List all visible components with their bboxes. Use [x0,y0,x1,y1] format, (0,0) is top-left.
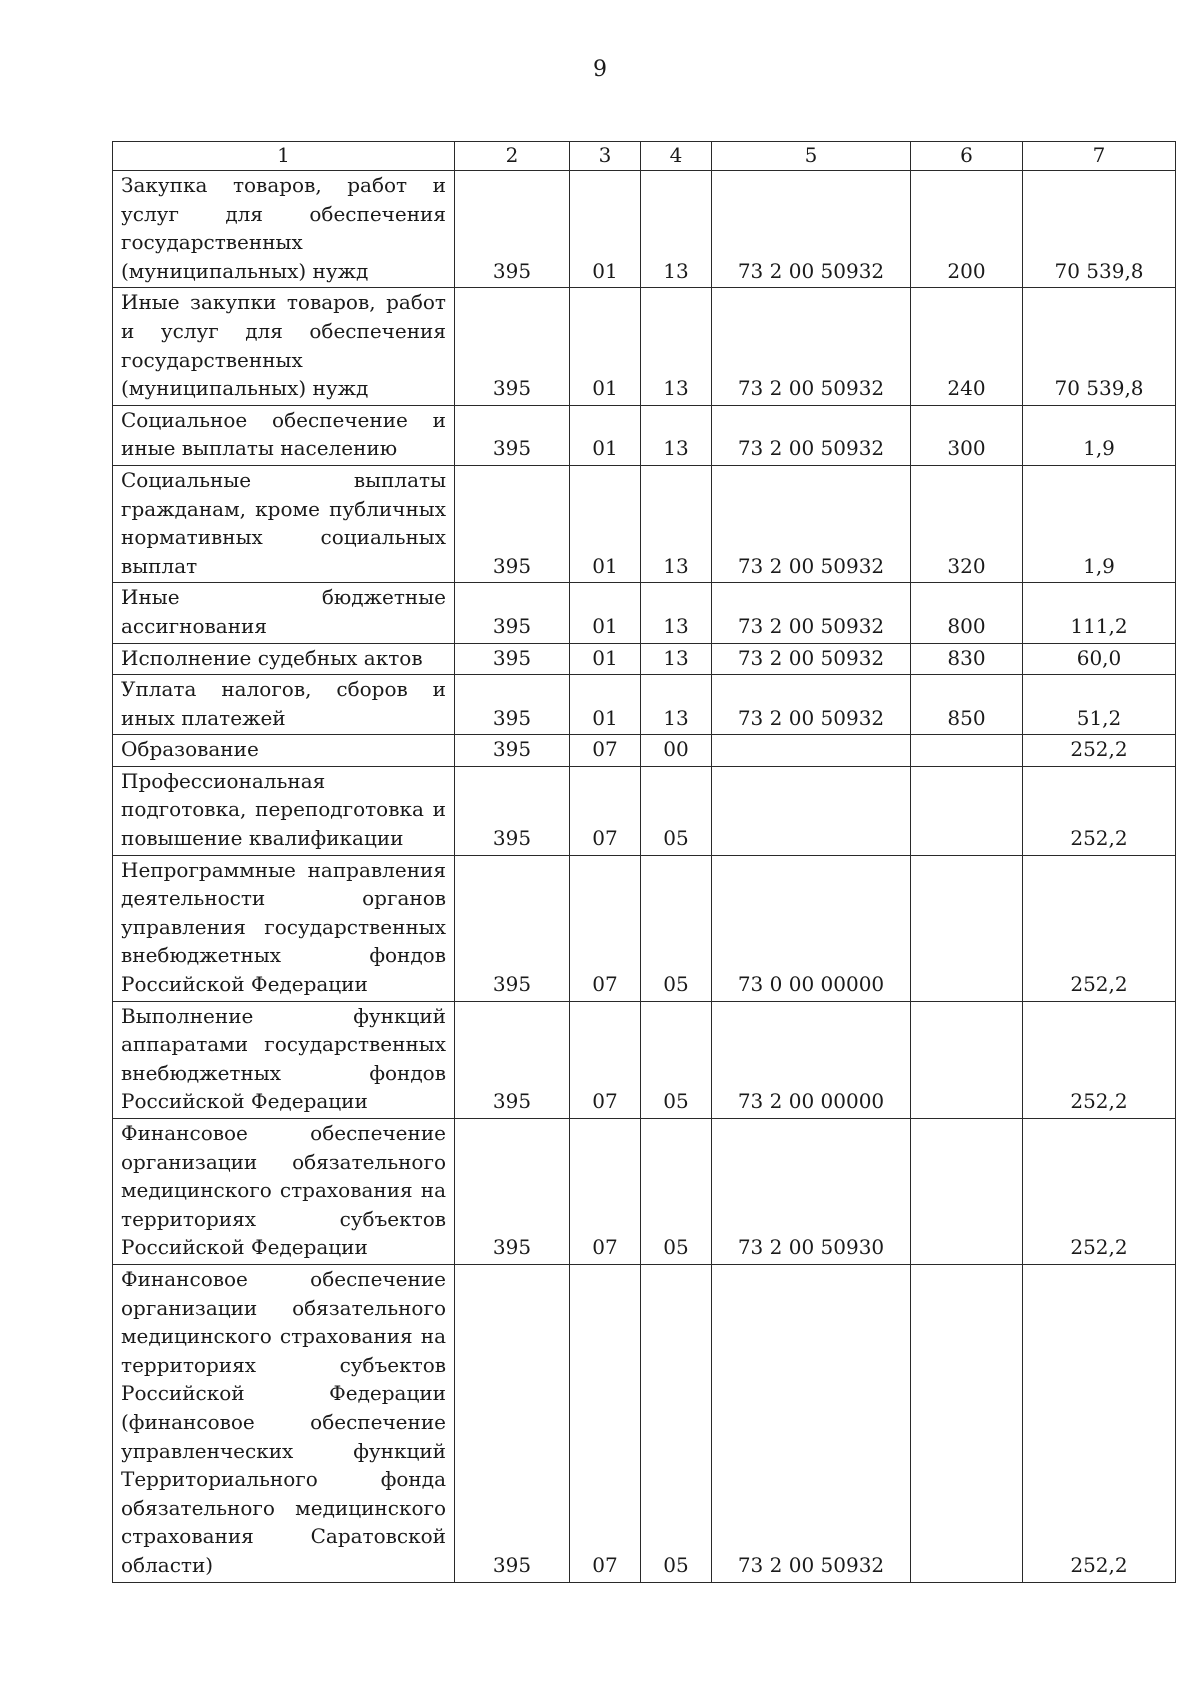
subsection-cell: 05 [641,1264,712,1582]
section-cell: 01 [570,288,641,405]
subsection-cell: 05 [641,766,712,855]
expense-type-cell: 800 [911,583,1023,643]
table-row [113,766,1176,855]
section-cell: 07 [570,766,641,855]
row-name-cell: Уплата налогов, сборов и иных платежей [113,675,455,735]
table-row [113,405,1176,465]
target-article-cell [712,766,911,855]
section-cell: 07 [570,1119,641,1265]
admin-code-cell: 395 [455,583,570,643]
target-article-cell: 73 2 00 50932 [712,288,911,405]
table-row [113,735,1176,767]
target-article-cell: 73 2 00 00000 [712,1001,911,1118]
row-name-cell: Непрограммные направления деятельности органов управления государственных внебюджетных фондов Российской Федерации [113,855,455,1001]
section-cell: 07 [570,735,641,767]
subsection-cell: 05 [641,1001,712,1118]
subsection-cell: 13 [641,465,712,582]
header-cell: 1 [113,142,455,171]
section-cell: 01 [570,405,641,465]
expense-type-cell: 200 [911,171,1023,288]
row-name-cell: Выполнение функций аппаратами государственных внебюджетных фондов Российской Федерации [113,1001,455,1118]
admin-code-cell: 395 [455,855,570,1001]
row-name-cell: Финансовое обеспечение организации обязательного медицинского страхования на территориях субъектов Российской Федерации [113,1119,455,1265]
header-row [113,142,1176,171]
subsection-cell: 13 [641,171,712,288]
amount-cell: 252,2 [1023,1264,1176,1582]
header-cell: 6 [911,142,1023,171]
admin-code-cell: 395 [455,1264,570,1582]
expense-type-cell [911,766,1023,855]
expense-type-cell [911,855,1023,1001]
subsection-cell: 05 [641,855,712,1001]
row-name-cell: Профессиональная подготовка, переподготовка и повышение квалификации [113,766,455,855]
table-row [113,1119,1176,1265]
section-cell: 01 [570,465,641,582]
amount-cell: 60,0 [1023,643,1176,675]
subsection-cell: 13 [641,583,712,643]
admin-code-cell: 395 [455,1001,570,1118]
target-article-cell [712,735,911,767]
admin-code-cell: 395 [455,405,570,465]
amount-cell: 70 539,8 [1023,171,1176,288]
section-cell: 01 [570,675,641,735]
admin-code-cell: 395 [455,675,570,735]
admin-code-cell: 395 [455,465,570,582]
expense-type-cell: 240 [911,288,1023,405]
admin-code-cell: 395 [455,171,570,288]
amount-cell: 1,9 [1023,405,1176,465]
amount-cell: 70 539,8 [1023,288,1176,405]
table-row [113,583,1176,643]
target-article-cell: 73 2 00 50932 [712,405,911,465]
subsection-cell: 13 [641,643,712,675]
row-name-cell: Социальное обеспечение и иные выплаты населению [113,405,455,465]
subsection-cell: 13 [641,288,712,405]
expense-type-cell [911,1264,1023,1582]
admin-code-cell: 395 [455,735,570,767]
expense-type-cell [911,1001,1023,1118]
table-row [113,855,1176,1001]
header-cell: 2 [455,142,570,171]
row-name-cell: Иные закупки товаров, работ и услуг для обеспечения государственных (муниципальных) нужд [113,288,455,405]
amount-cell: 252,2 [1023,766,1176,855]
section-cell: 01 [570,583,641,643]
amount-cell: 252,2 [1023,855,1176,1001]
table-row [113,1001,1176,1118]
target-article-cell: 73 2 00 50932 [712,583,911,643]
admin-code-cell: 395 [455,1119,570,1265]
expense-type-cell [911,735,1023,767]
target-article-cell: 73 2 00 50932 [712,1264,911,1582]
expense-type-cell: 320 [911,465,1023,582]
amount-cell: 111,2 [1023,583,1176,643]
table-row [113,1264,1176,1582]
subsection-cell: 05 [641,1119,712,1265]
amount-cell: 51,2 [1023,675,1176,735]
amount-cell: 252,2 [1023,1119,1176,1265]
section-cell: 07 [570,1264,641,1582]
section-cell: 07 [570,1001,641,1118]
subsection-cell: 13 [641,675,712,735]
expense-type-cell: 850 [911,675,1023,735]
expense-type-cell: 300 [911,405,1023,465]
admin-code-cell: 395 [455,766,570,855]
row-name-cell: Финансовое обеспечение организации обязательного медицинского страхования на территориях субъектов Российской Федерации (финансовое обеспечение управленческих функций Территориального фонда обязательного медицинского страхования Саратовской области) [113,1264,455,1582]
subsection-cell: 13 [641,405,712,465]
header-cell: 5 [712,142,911,171]
admin-code-cell: 395 [455,643,570,675]
row-name-cell: Образование [113,735,455,767]
section-cell: 01 [570,643,641,675]
target-article-cell: 73 2 00 50930 [712,1119,911,1265]
section-cell: 01 [570,171,641,288]
expense-type-cell [911,1119,1023,1265]
expense-type-cell: 830 [911,643,1023,675]
table-row [113,643,1176,675]
section-cell: 07 [570,855,641,1001]
target-article-cell: 73 2 00 50932 [712,675,911,735]
target-article-cell: 73 2 00 50932 [712,171,911,288]
amount-cell: 252,2 [1023,1001,1176,1118]
row-name-cell: Социальные выплаты гражданам, кроме публичных нормативных социальных выплат [113,465,455,582]
header-cell: 7 [1023,142,1176,171]
target-article-cell: 73 2 00 50932 [712,643,911,675]
table-row [113,675,1176,735]
target-article-cell: 73 2 00 50932 [712,465,911,582]
target-article-cell: 73 0 00 00000 [712,855,911,1001]
header-cell: 3 [570,142,641,171]
row-name-cell: Закупка товаров, работ и услуг для обеспечения государственных (муниципальных) нужд [113,171,455,288]
subsection-cell: 00 [641,735,712,767]
budget-table [112,141,1176,1583]
admin-code-cell: 395 [455,288,570,405]
amount-cell: 252,2 [1023,735,1176,767]
table-row [113,288,1176,405]
row-name-cell: Исполнение судебных актов [113,643,455,675]
row-name-cell: Иные бюджетные ассигнования [113,583,455,643]
amount-cell: 1,9 [1023,465,1176,582]
page-number: 9 [593,57,607,82]
header-cell: 4 [641,142,712,171]
table-row [113,465,1176,582]
table-row [113,171,1176,288]
